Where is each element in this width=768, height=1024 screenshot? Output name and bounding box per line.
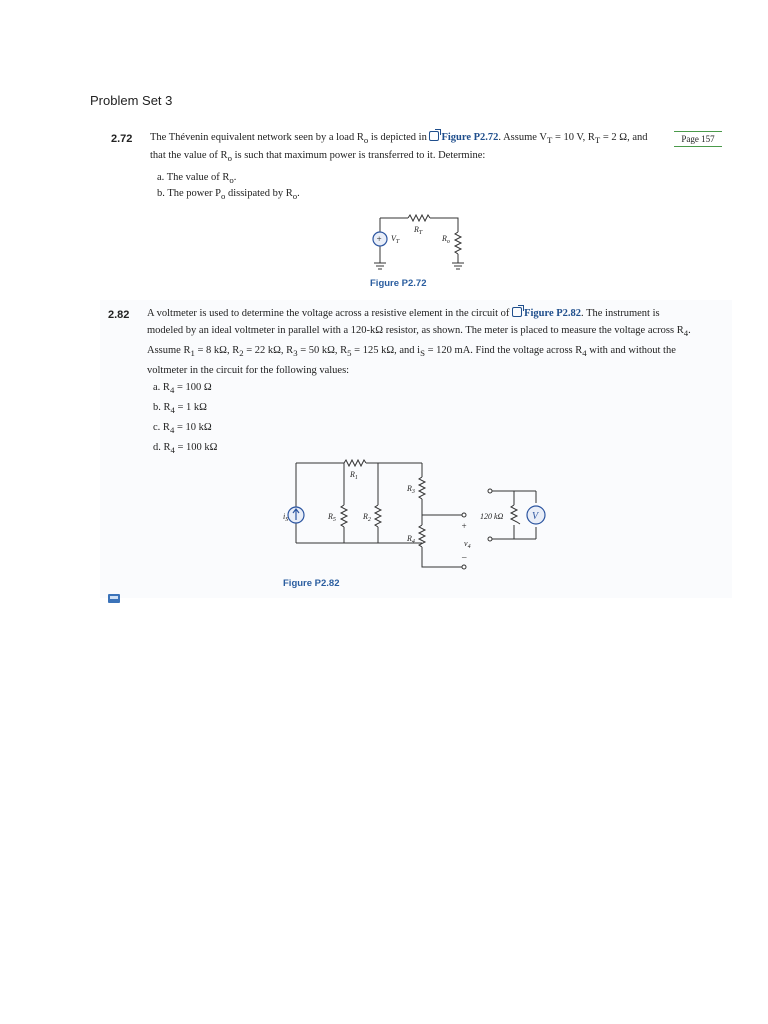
external-link-icon [429,131,439,141]
minus-sign: – [462,552,467,562]
list-item: a. The value of $R_o$. [157,172,237,186]
problem-number: 2.72 [111,133,133,145]
problem-set-title: Problem Set 3 [90,93,173,108]
page-marker: Page 157 [674,131,722,147]
svg-text:Ro: $R_o$ [442,234,450,245]
svg-text:RT: $R_T$ [414,225,423,236]
plus-sign: + [461,521,468,531]
r3-label: R [407,484,412,493]
svg-text:VT: $V_T$ [391,234,400,245]
r1-label: R [350,470,355,479]
figure-caption: Figure P2.82 [283,578,340,589]
source-label: i [283,512,286,521]
statement-line: voltmeter in the circuit for the following values: [147,365,350,377]
circuit-diagram-p272 [360,210,480,275]
load-resistor-label: R [442,234,447,243]
list-item: b. The power $P_o$ dissipated by $R_o$. [157,188,300,202]
series-resistor-label: R [414,225,419,234]
svg-text:R2: $R_2$ [363,512,371,523]
figure-caption: Figure P2.72 [370,278,427,289]
problem-number: 2.82 [108,309,130,321]
list-item: c. $R_4 = 10$ kΩ [153,422,212,436]
r2-label: R [363,512,368,521]
answer-list [157,171,300,203]
statement-line: A voltmeter is used to determine the voltage across a resistive element in the circuit of Figure P2.82. The instrument is [147,308,660,319]
answer-list [153,379,218,459]
statement-line: that the value of $R_o$ is such that maximum power is transferred to it. Determine: [150,150,486,164]
voltmeter-label: V [532,511,539,522]
svg-text:R1: $R_1$ [350,470,358,481]
circuit-diagram-p282 [280,455,550,575]
list-item: d. $R_4 = 100$ kΩ [153,442,218,456]
svg-text:v4: $v_4$ [464,539,471,550]
problem-statement [147,305,691,379]
figure-link[interactable]: Figure P2.82 [512,308,581,319]
plus-sign: + [376,234,383,244]
svg-text:R4: $R_4$ [407,534,415,545]
svg-text:iS: $i_S$ [283,512,289,523]
statement-line: Assume $R_1 = 8$ kΩ, $R_2 = 22$ kΩ, $R_3 = 50$ kΩ, $R_5 = 125$ kΩ, and $i_S = 120$ mA. Find the voltage across $R_4$ with and without the [147,345,676,359]
problem-statement [150,130,648,166]
r4-label: R [407,534,412,543]
statement-line: modeled by an ideal voltmeter in parallel with a 120-kΩ resistor, as shown. The meter is placed to measure the voltage across $R_4$. [147,325,691,339]
external-link-icon [512,307,522,317]
comment-icon[interactable] [108,594,120,603]
source-label: V [391,234,396,243]
statement-line: The Thévenin equivalent network seen by a load $R_o$ is depicted in Figure P2.72. Assume $V_T = 10$ V, $R_T = 2$ Ω, and [150,132,648,146]
list-item: a. $R_4 = 100$ Ω [153,382,212,396]
meter-resistor-label: 120 kΩ [480,512,504,521]
svg-text:R5: $R_5$ [328,512,336,523]
svg-text:R3: $R_3$ [407,484,415,495]
r5-label: R [328,512,333,521]
figure-link[interactable]: Figure P2.72 [429,132,498,143]
output-voltage-label: v [464,539,468,548]
list-item: b. $R_4 = 1$ kΩ [153,402,207,416]
